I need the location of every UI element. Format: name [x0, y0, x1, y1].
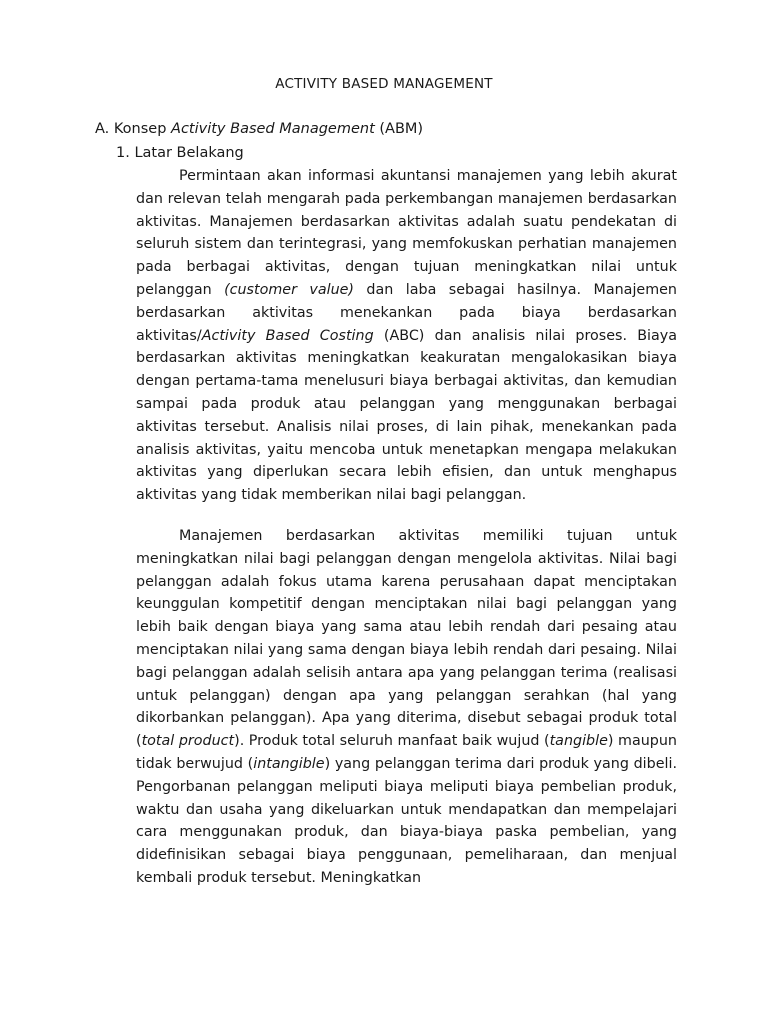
section-heading-suffix: (ABM): [374, 121, 424, 137]
section-heading-prefix: A. Konsep: [95, 121, 172, 137]
paragraph-italic-text: (customer value): [224, 281, 355, 298]
paragraph-italic-text: Activity Based Costing: [201, 327, 374, 344]
paragraph-text: Manajemen berdasarkan aktivitas memiliki tujuan untuk meningkatkan nilai bagi pelanggan dengan mengelola aktivitas. Nilai bagi pelanggan adalah fokus utama karena perusahaan dapat menciptakan keunggulan kompetitif dengan menciptakan nilai bagi pelanggan yang lebih baik dengan biaya yang sama atau lebih rendah dari pesaing atau menciptakan nilai yang sama dengan biaya lebih rendah dari pesaing. Nilai bagi pelanggan adalah selisih antara apa yang pelanggan terima (realisasi untuk pelanggan) dengan apa yang pelanggan serahkan (hal yang dikorbankan pelanggan). Apa yang diterima, disebut sebagai produk total (: [136, 528, 677, 750]
paragraph-text: ). Produk total seluruh manfaat baik wujud (: [234, 733, 550, 750]
paragraph-italic-text: total product: [141, 733, 235, 750]
paragraph-text: ) maupun tidak berwujud (: [136, 733, 677, 772]
paragraph-1: [136, 165, 677, 507]
section-heading-italic: Activity Based Management: [171, 121, 375, 137]
paragraph-text: dan laba sebagai hasilnya. Manajemen berdasarkan aktivitas menekankan pada biaya berdasarkan aktivitas/: [136, 281, 677, 344]
paragraph-text: ) yang pelanggan terima dari produk yang dibeli. Pengorbanan pelanggan meliputi biaya meliputi biaya pembelian produk, waktu dan usaha yang dikeluarkan untuk mendapatkan dan mempelajari cara menggunakan produk, dan biaya-biaya paska pembelian, yang didefinisikan sebagai biaya penggunaan, pemeliharaan, dan menjual kembali produk tersebut. Meningkatkan: [136, 755, 677, 886]
page-title: ACTIVITY BASED MANAGEMENT: [275, 76, 493, 92]
paragraph-italic-text: tangible: [549, 733, 608, 750]
paragraph-text: (ABC) dan analisis nilai proses. Biaya berdasarkan aktivitas meningkatkan keakuratan mengalokasikan biaya dengan pertama-tama menelusuri biaya berbagai aktivitas, dan kemudian sampai pada produk atau pelanggan yang menggunakan berbagai aktivitas tersebut. Analisis nilai proses, di lain pihak, menekankan pada analisis aktivitas, yaitu mencoba untuk menetapkan mengapa melakukan aktivitas yang diperlukan secara lebih efisien, dan untuk menghapus aktivitas yang tidak memberikan nilai bagi pelanggan.: [136, 327, 677, 504]
section-heading-a: [95, 121, 423, 137]
paragraph-text: Permintaan akan informasi akuntansi manajemen yang lebih akurat dan relevan telah mengarah pada perkembangan manajemen berdasarkan aktivitas. Manajemen berdasarkan aktivitas adalah suatu pendekatan di seluruh sistem dan terintegrasi, yang memfokuskan perhatian manajemen pada berbagai aktivitas, dengan tujuan meningkatkan nilai untuk pelanggan: [136, 168, 677, 298]
paragraph-2: [136, 525, 677, 925]
paragraph-italic-text: intangible: [253, 755, 325, 772]
subsection-heading-1: 1. Latar Belakang: [116, 145, 244, 161]
